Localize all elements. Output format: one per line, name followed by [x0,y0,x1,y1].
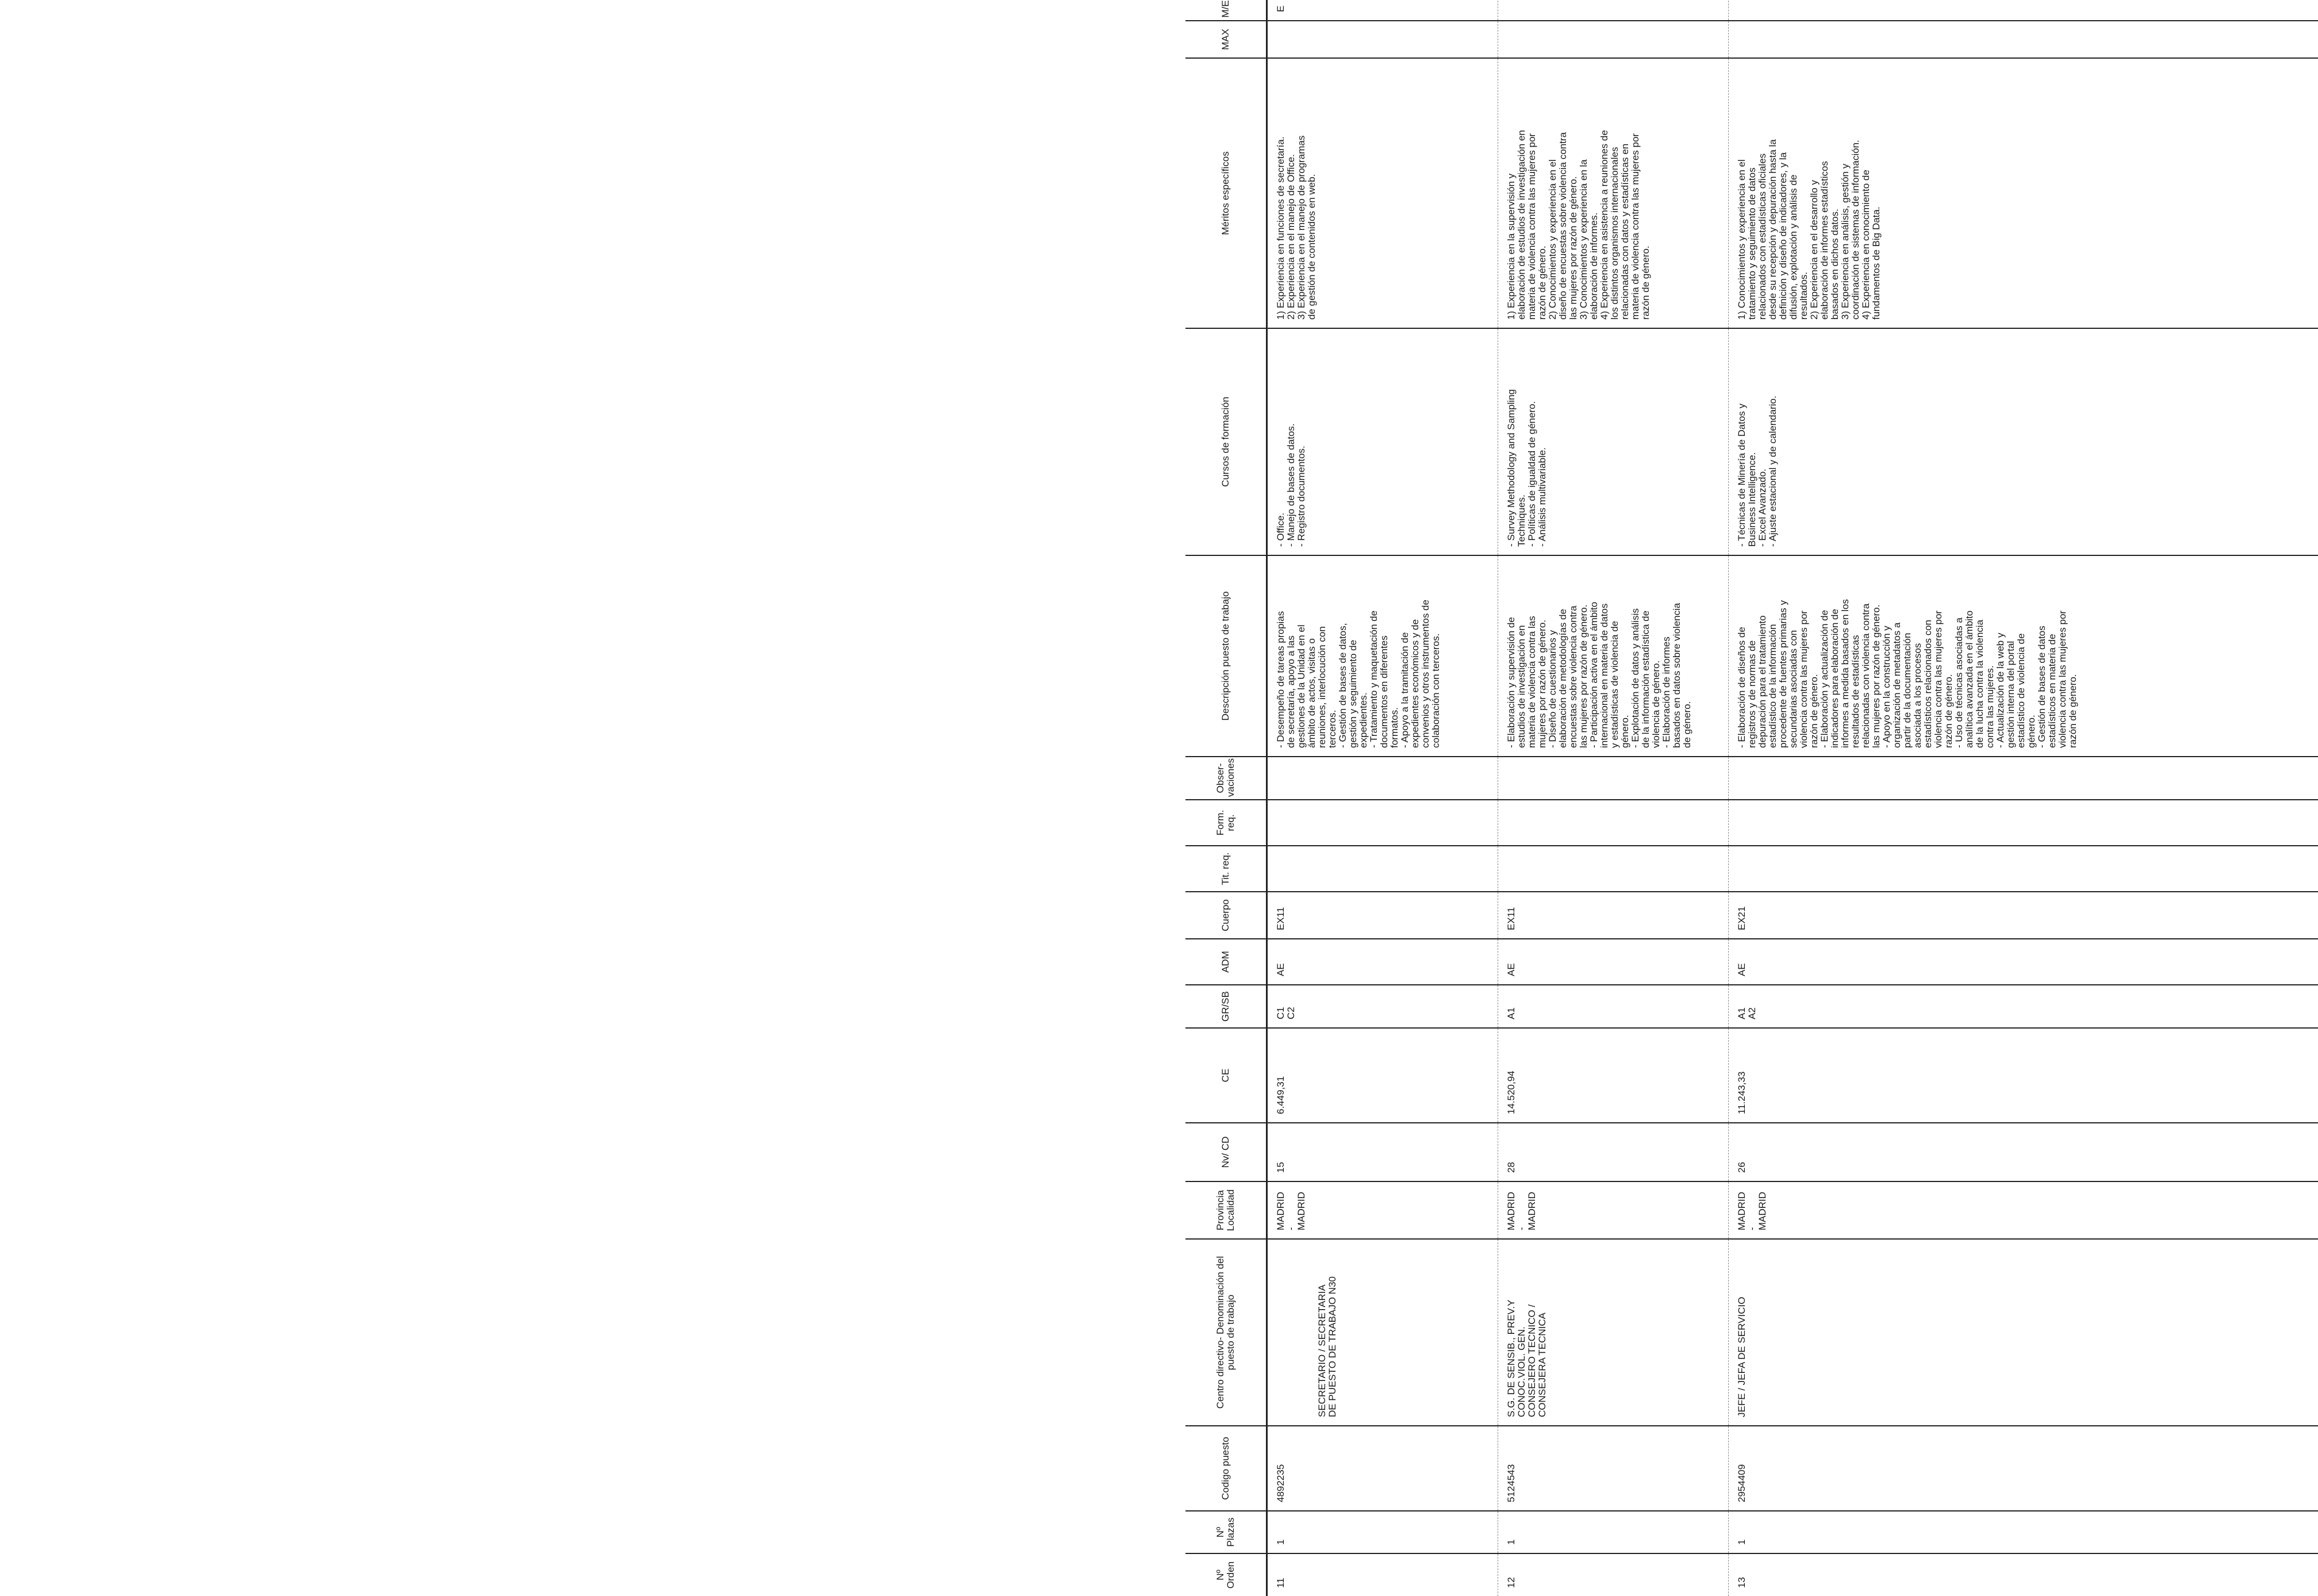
cell-descripcion: - Elaboración y supervisión de estudios de investigación en materia de violencia contra las mujeres por razón de género. - Diseño de cuestionarios y elaboración de metodologías de encuestas sobre violencia contra las mujeres por razón de género. - Participación activa en el ámbito internacional en materia de datos y estadísticas de violencia de género. - Explotación de datos y análisis de la información estadística de violencia de género. - Elaboración de informes basados en datos sobre violencia de género. [1498,555,1729,757]
header-cuerpo: Cuerpo [1185,892,1267,939]
header-me: M/E [1185,0,1267,21]
cell-centro: SECRETARIO / SECRETARIA DE PUESTO DE TRABAJO N30 [1267,1239,1498,1426]
cell-titulacion [1729,846,2318,892]
cell-observaciones [1498,757,1729,800]
cell-provincia: MADRID - MADRID [1267,1181,1498,1239]
header-centro: Centro directivo- Denominación del puesto de trabajo [1185,1239,1267,1426]
cell-me: E [1267,0,1498,21]
cell-meritos: 1) Experiencia en funciones de secretaría. 2) Experiencia en el manejo de Office. 3) Experiencia en el manejo de programas de gestión de contenidos en web. [1267,58,1498,328]
cell-meritos: 1) Experiencia en la supervisión y elaboración de estudios de investigación en materia de violencia contra las mujeres por razón de género. 2) Conocimientos y experiencia en el diseño de encuestas sobre violencia contra las mujeres por razón de género. 3) Conocimientos y experiencia en la elaboración de informes. 4) Experiencia en asistencia a reuniones de los distintos organismos internacionales relacionadas con datos y estadísticas en materia de violencia contra las mujeres por razón de género. [1498,58,1729,328]
cell-max [1498,21,1729,58]
header-ce: CE [1185,1028,1267,1123]
cell-plazas: 1 [1267,1511,1498,1553]
header-provincia: Provincia Localidad [1185,1181,1267,1239]
cell-plazas: 1 [1498,1511,1729,1553]
table-row [1729,0,2318,1596]
cell-orden: 12 [1498,1553,1729,1596]
cell-formacion [1729,800,2318,846]
cell-adm: AE [1498,939,1729,985]
cell-ce: 6.449,31 [1267,1028,1498,1123]
header-nivel: Nv/ CD [1185,1123,1267,1181]
header-grupo: GR/SB [1185,985,1267,1028]
cell-me [1729,0,2318,21]
cell-meritos: 1) Conocimientos y experiencia en el tratamiento y seguimiento de datos relacionados con estadísticas oficiales desde su recepción y depuración hasta la definición y diseño de indicadores, y la difusión, explotación y análisis de resultados. 2) Experiencia en el desarrollo y elaboración de informes estadísticos basados en dichos datos. 3) Experiencia en análisis, gestión y coordinación de sistemas de información. 4) Experiencia en conocimiento de fundamentos de Big Data. [1729,58,2318,328]
cell-orden: 11 [1267,1553,1498,1596]
cell-cursos: - Técnicas de Minería de Datos y Business Intelligence. - Excel Avanzado. - Ajuste estacional y de calendario. [1729,328,2318,555]
header-orden: Nº Orden [1185,1553,1267,1596]
header-codigo: Codigo puesto [1185,1426,1267,1511]
cell-cuerpo: EX21 [1729,892,2318,939]
header-cursos: Cursos de formación [1185,328,1267,555]
cell-cuerpo: EX11 [1498,892,1729,939]
cell-ce: 11.243,33 [1729,1028,2318,1123]
header-titulacion: Tit. req. [1185,846,1267,892]
cell-cursos: - Survey Methodology and Sampling Techniques. - Políticas de igualdad de género. - Análisis multivariable. [1498,328,1729,555]
cell-titulacion [1267,846,1498,892]
cell-grupo: A1 A2 [1729,985,2318,1028]
header-row [1185,0,1267,1596]
cell-observaciones [1729,757,2318,800]
cell-nivel: 28 [1498,1123,1729,1181]
cell-adm: AE [1267,939,1498,985]
cell-provincia: MADRID - MADRID [1729,1181,2318,1239]
header-plazas: Nº Plazas [1185,1511,1267,1553]
header-descripcion: Descripción puesto de trabajo [1185,555,1267,757]
cell-descripcion: - Elaboración de diseños de registros y de normas de depuración para el tratamiento estadístico de la información procedente de fuentes primarias y secundarias asociadas con violencia contra las mujeres por razón de género. - Elaboración y actualización de indicadores para elaboración de informes a medida basados en los resultados de estadísticas relacionadas con violencia contra las mujeres por razón de género. - Apoyo en la construcción y organización de metadatos a partir de la documentación asociada a los procesos estadísticos relacionados con violencia contra las mujeres por razón de género. - Uso de técnicas asociadas a analítica avanzada en el ámbito de la lucha contra la violencia contra las mujeres. - Actualización de la web y gestión interna del portal estadístico de violencia de género. - Gestión de bases de datos estadísticos en materia de violencia contra las mujeres por razón de género. [1729,555,2318,757]
header-max: MAX [1185,21,1267,58]
cell-nivel: 26 [1729,1123,2318,1181]
cell-centro: S.G. DE SENSIB., PREV.Y CONOC.VIOL. GEN. CONSEJERO TECNICO / CONSEJERA TECNICA [1498,1239,1729,1426]
table-row [1267,0,1498,1596]
cell-formacion [1498,800,1729,846]
cell-codigo: 2954409 [1729,1426,2318,1511]
cell-centro: JEFE / JEFA DE SERVICIO [1729,1239,2318,1426]
cell-titulacion [1498,846,1729,892]
job-positions-table [1185,0,2318,1596]
header-meritos: Méritos específicos [1185,58,1267,328]
cell-max [1267,21,1498,58]
cell-nivel: 15 [1267,1123,1498,1181]
rotated-table-container [1185,0,2292,1596]
cell-grupo: C1 C2 [1267,985,1498,1028]
cell-cuerpo: EX11 [1267,892,1498,939]
cell-ce: 14.520,94 [1498,1028,1729,1123]
header-formacion: Form. req. [1185,800,1267,846]
cell-descripcion: - Desempeño de tareas propias de secretaría, apoyo a las gestiones de la Unidad en el ámbito de actos, visitas o reuniones, interlocución con terceros. - Gestión de bases de datos, gestión y seguimiento de expedientes. - Tratamiento y maquetación de documentos en diferentes formatos. - Apoyo a la tramitación de expedientes económicos y de convenios y otros instrumentos de colaboración con terceros. [1267,555,1498,757]
cell-codigo: 5124543 [1498,1426,1729,1511]
cell-max [1729,21,2318,58]
cell-observaciones [1267,757,1498,800]
header-observaciones: Obser- vaciones [1185,757,1267,800]
header-adm: ADM [1185,939,1267,985]
cell-provincia: MADRID - MADRID [1498,1181,1729,1239]
cell-orden: 13 [1729,1553,2318,1596]
cell-grupo: A1 [1498,985,1729,1028]
table-row [1498,0,1729,1596]
cell-codigo: 4892235 [1267,1426,1498,1511]
cell-cursos: - Office. - Manejo de bases de datos. - Registro documentos. [1267,328,1498,555]
cell-formacion [1267,800,1498,846]
cell-plazas: 1 [1729,1511,2318,1553]
cell-me [1498,0,1729,21]
cell-adm: AE [1729,939,2318,985]
